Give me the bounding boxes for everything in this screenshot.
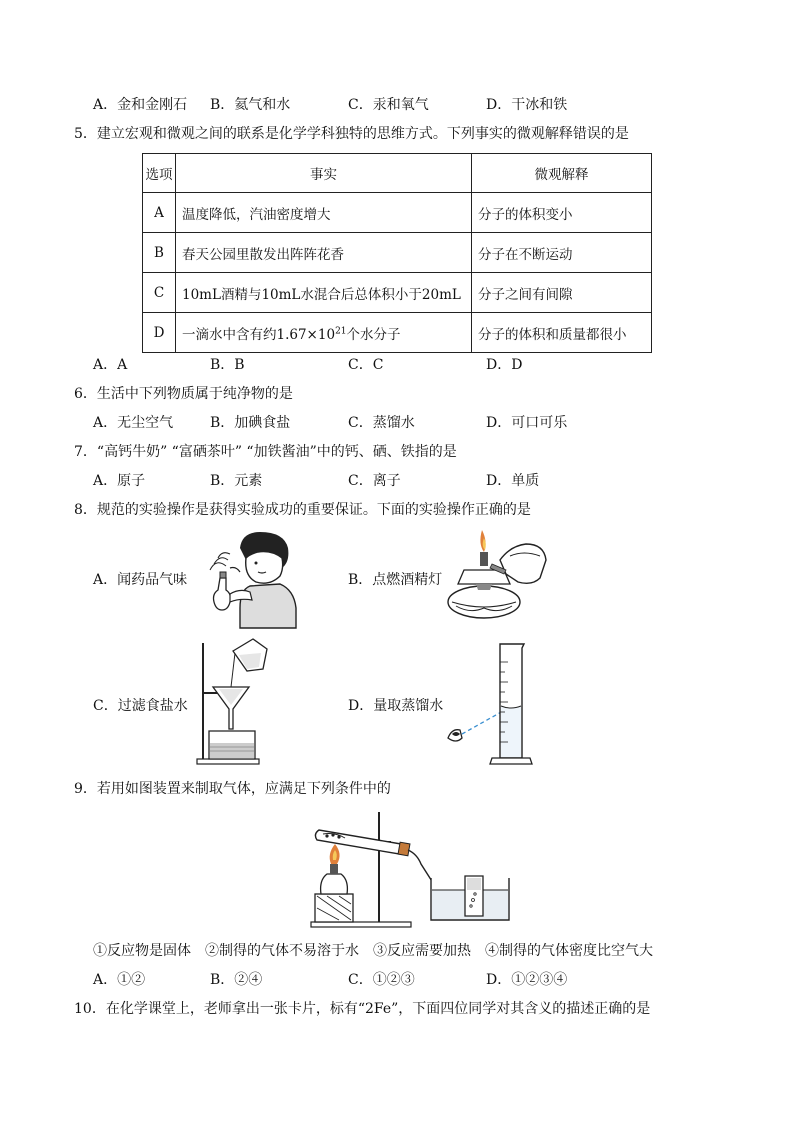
row-fact: 温度降低，汽油密度增大 (176, 193, 472, 233)
header-fact: 事实 (176, 154, 472, 193)
row-explanation: 分子的体积和质量都很小 (472, 313, 652, 353)
q8-option-b: B．点燃酒精灯 (348, 572, 443, 588)
q5-facts-table (142, 153, 652, 353)
row-explanation: 分子在不断运动 (472, 233, 652, 273)
q9-option-c: C．①②③ (348, 972, 415, 988)
header-explanation: 微观解释 (472, 154, 652, 193)
row-option: B (143, 233, 176, 273)
q5-option-c: C．C (348, 357, 384, 373)
q4-option-c: C．汞和氧气 (348, 97, 429, 113)
q9-stem: 9．若用如图装置来制取气体，应满足下列条件中的 (74, 781, 391, 797)
q6-stem: 6．生活中下列物质属于纯净物的是 (74, 386, 293, 402)
fact-suffix: 个水分子 (346, 326, 401, 343)
lighting-alcohol-lamp-illustration (440, 530, 550, 622)
q8-stem: 8．规范的实验操作是获得实验成功的重要保证。下面的实验操作正确的是 (74, 502, 531, 518)
q4-option-a: A．金和金刚石 (93, 97, 188, 113)
q5-option-d: D．D (486, 357, 523, 373)
q4-option-b: B．氦气和水 (210, 97, 291, 113)
table-row (143, 273, 652, 313)
q7-option-a: A．原子 (93, 473, 146, 489)
table-row (143, 233, 652, 273)
row-option: D (143, 313, 176, 353)
smelling-reagent-illustration (200, 528, 300, 628)
row-explanation: 分子的体积变小 (472, 193, 652, 233)
q9-option-d: D．①②③④ (486, 972, 568, 988)
q10-stem: 10．在化学课堂上，老师拿出一张卡片，标有“2Fe”，下面四位同学对其含义的描述正确的是 (74, 1001, 651, 1017)
header-option: 选项 (143, 154, 176, 193)
row-fact: 春天公园里散发出阵阵花香 (176, 233, 472, 273)
q5-stem: 5．建立宏观和微观之间的联系是化学学科独特的思维方式。下列事实的微观解释错误的是 (74, 126, 629, 142)
q7-option-c: C．离子 (348, 473, 401, 489)
q7-stem: 7．“高钙牛奶” “富硒茶叶” “加铁酱油”中的钙、硒、铁指的是 (74, 444, 457, 460)
table-row (143, 313, 652, 353)
table-row (143, 193, 652, 233)
q6-option-c: C．蒸馏水 (348, 415, 415, 431)
row-option: A (143, 193, 176, 233)
row-explanation: 分子之间有间隙 (472, 273, 652, 313)
table-header-row (143, 154, 652, 193)
row-option: C (143, 273, 176, 313)
q8-option-d: D．量取蒸馏水 (348, 698, 444, 714)
q9-option-b: B．②④ (210, 972, 263, 988)
row-fact: 10mL酒精与10mL水混合后总体积小于20mL (176, 273, 472, 313)
q5-option-a: A．A (93, 357, 128, 373)
q7-option-b: B．元素 (210, 473, 263, 489)
q5-option-b: B．B (210, 357, 245, 373)
q6-option-a: A．无尘空气 (93, 415, 174, 431)
q9-conditions: ①反应物是固体 ②制得的气体不易溶于水 ③反应需要加热 ④制得的气体密度比空气大 (93, 943, 653, 959)
q8-option-a: A．闻药品气味 (93, 572, 188, 588)
gas-preparation-apparatus-illustration (305, 808, 523, 928)
row-fact (176, 313, 472, 353)
fact-prefix: 一滴水中含有约1.67×10 (182, 326, 336, 343)
q6-option-b: B．加碘食盐 (210, 415, 291, 431)
fact-exponent: 21 (335, 326, 347, 336)
q4-option-d: D．干冰和铁 (486, 97, 568, 113)
measuring-cylinder-illustration (440, 642, 540, 766)
q8-option-c: C．过滤食盐水 (93, 698, 188, 714)
q7-option-d: D．单质 (486, 473, 540, 489)
q9-option-a: A．①② (93, 972, 146, 988)
filtration-illustration (195, 633, 285, 765)
q6-option-d: D．可口可乐 (486, 415, 568, 431)
